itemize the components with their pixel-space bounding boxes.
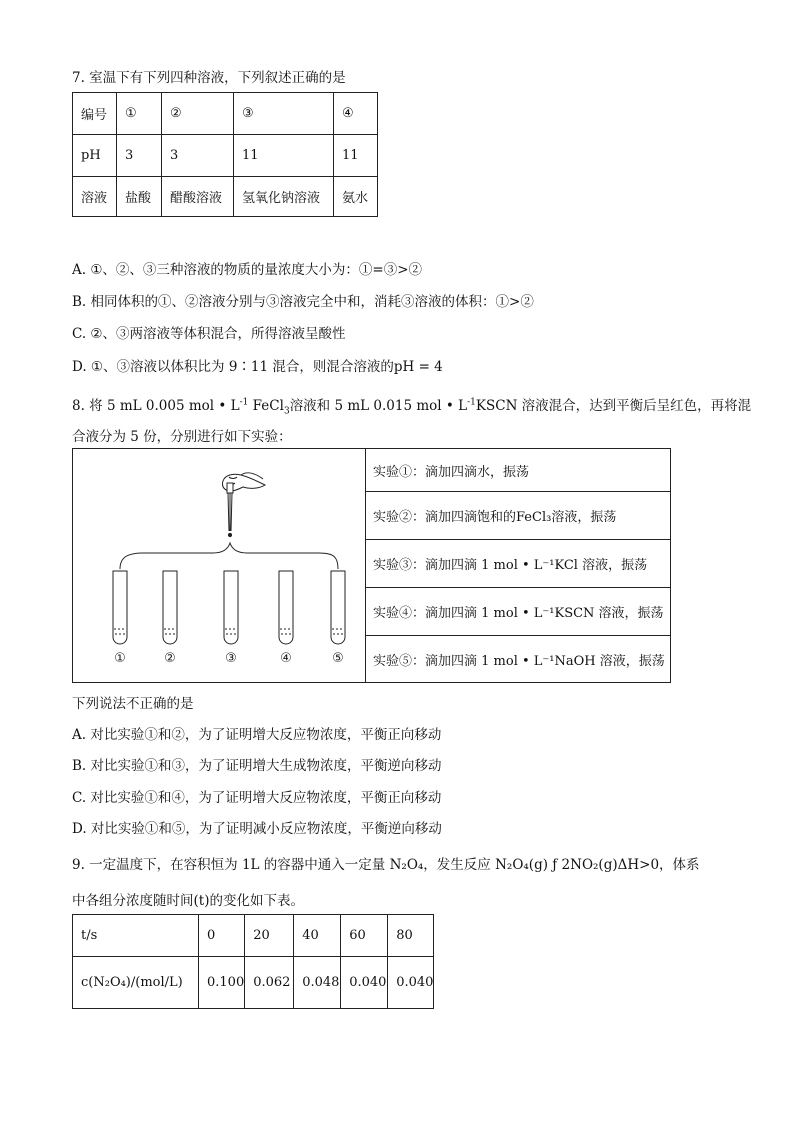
q9-stem-line1: 9. 一定温度下，在容积恒为 1L 的容器中通入一定量 N₂O₄，发生反应 N₂O₄(g) ƒ 2NO₂(g)ΔH>0，体系: [72, 857, 700, 873]
q9-header-cell: 60: [341, 915, 388, 957]
q8-stem-line1: [72, 394, 751, 417]
q8-option-c: C. 对比实验①和④，为了证明增大反应物浓度，平衡正向移动: [72, 790, 442, 806]
test-tube-1: [113, 571, 127, 644]
q8-stem-line2: 合液分为 5 份，分别进行如下实验：: [72, 429, 292, 445]
q7-cell: 盐酸: [117, 177, 162, 217]
tube-label: ⑤: [332, 651, 344, 666]
test-tube-3: [224, 571, 238, 644]
q8-option-d: D. 对比实验①和⑤，为了证明减小反应物浓度，平衡逆向移动: [72, 821, 442, 837]
q8-stem-sup: -1: [467, 397, 476, 408]
q7-table: [72, 92, 378, 217]
q9-table: [72, 914, 434, 1009]
distribution-bracket: [120, 543, 338, 569]
q7-option-a: A. ①、②、③三种溶液的物质的量浓度大小为：①=③>②: [72, 262, 423, 278]
q9-value-cell: 0.100: [199, 957, 245, 1009]
q7-stem: 7. 室温下有下列四种溶液，下列叙述正确的是: [72, 70, 346, 86]
experiment-row-4: 实验④：滴加四滴 1 mol • L⁻¹KSCN 溶液，振荡: [366, 588, 670, 636]
q8-option-b: B. 对比实验①和③，为了证明增大生成物浓度，平衡逆向移动: [72, 758, 442, 774]
q9-header-cell: 40: [294, 915, 341, 957]
q8-stem-part: KSCN 溶液混合，达到平衡后呈红色，再将混: [475, 398, 752, 414]
q8-stem-part: FeCl: [248, 398, 284, 414]
q7-cell: ③: [234, 93, 334, 135]
experiment-row-2: 实验②：滴加四滴饱和的FeCl₃溶液，振荡: [366, 492, 670, 540]
q7-cell: 氨水: [334, 177, 378, 217]
q8-stem-sup: -1: [239, 397, 249, 408]
q7-cell: 溶液: [73, 177, 117, 217]
experiment-row-3: 实验③：滴加四滴 1 mol • L⁻¹KCl 溶液，振荡: [366, 540, 670, 588]
q8-stem-sub: 3: [283, 406, 290, 417]
q7-option-c: C. ②、③两溶液等体积混合，所得溶液呈酸性: [72, 326, 346, 342]
q9-header-cell: t/s: [73, 915, 199, 957]
q8-stem-part: 8. 将 5 mL 0.005 mol • L: [72, 398, 240, 414]
q9-row-label: c(N₂O₄)/(mol/L): [73, 957, 199, 1009]
q7-cell: 氢氧化钠溶液: [234, 177, 334, 217]
q8-experiment-table: [72, 448, 671, 683]
q7-cell: 11: [234, 135, 334, 177]
q9-value-cell: 0.040: [388, 957, 434, 1009]
test-tube-illustration: [73, 449, 366, 682]
q7-cell: ④: [334, 93, 378, 135]
q7-option-d: D. ①、③溶液以体积比为 9∶11 混合，则混合溶液的pH = 4: [72, 359, 443, 375]
q7-cell: ②: [162, 93, 234, 135]
tube-label: ④: [280, 651, 292, 666]
q7-cell: 醋酸溶液: [162, 177, 234, 217]
q7-option-b: B. 相同体积的①、②溶液分别与③溶液完全中和，消耗③溶液的体积：①>②: [72, 294, 534, 310]
test-tube-5: [331, 571, 345, 644]
q7-cell: 3: [117, 135, 162, 177]
q7-cell: pH: [73, 135, 117, 177]
q7-cell: 编号: [73, 93, 117, 135]
q8-option-a: A. 对比实验①和②，为了证明增大反应物浓度，平衡正向移动: [72, 727, 442, 743]
q9-header-cell: 0: [199, 915, 245, 957]
q9-stem-line2: 中各组分浓度随时间(t)的变化如下表。: [72, 893, 304, 909]
q7-cell: 3: [162, 135, 234, 177]
q8-question: 下列说法不正确的是: [72, 696, 194, 712]
q9-header-cell: 80: [388, 915, 434, 957]
test-tube-diagram: [73, 449, 365, 682]
experiment-row-1: 实验①：滴加四滴水，振荡: [366, 449, 670, 492]
q9-value-cell: 0.062: [245, 957, 294, 1009]
q8-stem-part: 溶液和 5 mL 0.015 mol • L: [289, 398, 468, 414]
dropper-hand-icon: [222, 473, 265, 537]
tube-label: ②: [164, 651, 176, 666]
q9-value-cell: 0.040: [341, 957, 388, 1009]
experiment-row-5: 实验⑤：滴加四滴 1 mol • L⁻¹NaOH 溶液，振荡: [373, 653, 665, 669]
tube-label: ①: [114, 651, 126, 666]
test-tube-4: [279, 571, 293, 644]
q9-header-cell: 20: [245, 915, 294, 957]
q7-cell: 11: [334, 135, 378, 177]
q9-value-cell: 0.048: [294, 957, 341, 1009]
tube-label: ③: [225, 651, 237, 666]
q7-cell: ①: [117, 93, 162, 135]
test-tube-2: [163, 571, 177, 644]
